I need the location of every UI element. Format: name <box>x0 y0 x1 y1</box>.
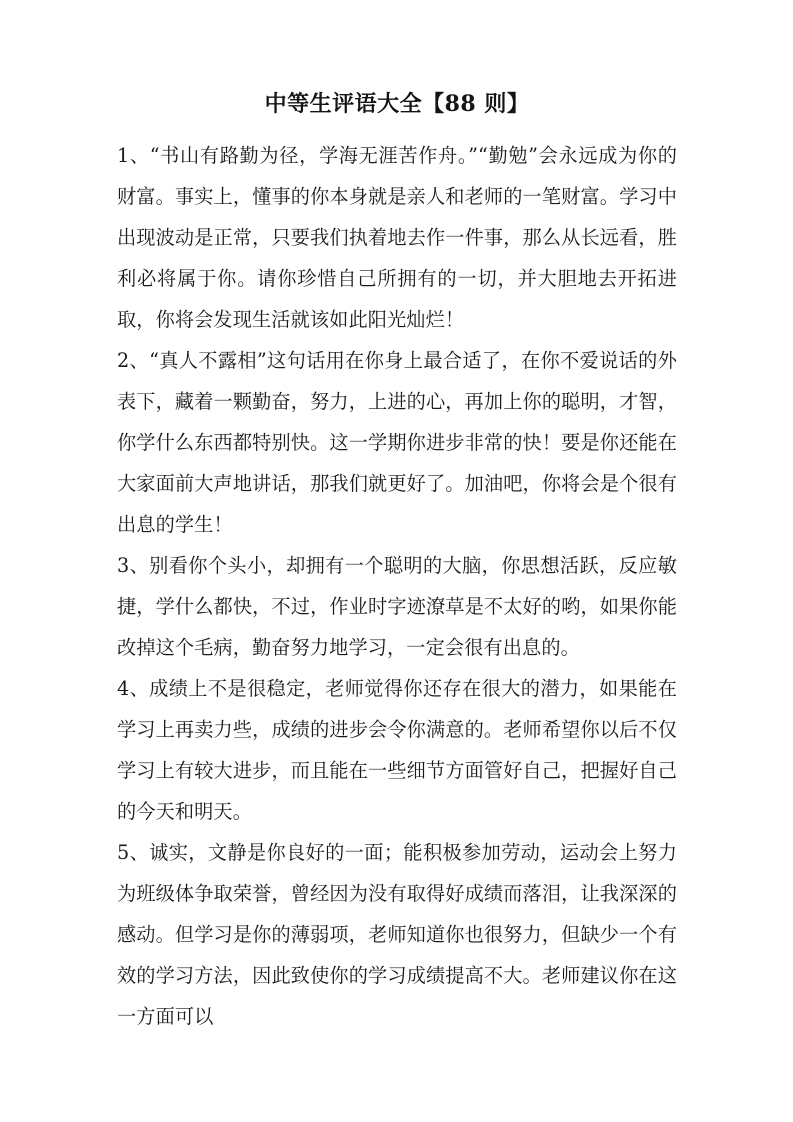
paragraph-4: 4、成绩上不是很稳定，老师觉得你还存在很大的潜力，如果能在学习上再卖力些，成绩的进步会令你满意的。老师希望你以后不仅学习上有较大进步，而且能在一些细节方面管好自己，把握好自己的今天和明天。 <box>117 677 677 823</box>
page-title: 中等生评语大全【88 则】 <box>264 91 530 117</box>
paragraph-5: 5、诚实，文静是你良好的一面；能积极参加劳动，运动会上努力为班级体争取荣誉，曾经因为没有取得好成绩而落泪，让我深深的感动。但学习是你的薄弱项，老师知道你也很努力，但缺少一个有效的学习方法，因此致使你的学习成绩提高不大。老师建议你在这一方面可以 <box>117 841 677 1028</box>
paragraph-2: 2、“真人不露相”这句话用在你身上最合适了，在你不爱说话的外表下，藏着一颗勤奋，努力，上进的心，再加上你的聪明，才智，你学什么东西都特别快。这一学期你进步非常的快！要是你还能在大家面前大声地讲话，那我们就更好了。加油吧，你将会是个很有出息的学生！ <box>117 349 677 536</box>
paragraph-3: 3、别看你个头小，却拥有一个聪明的大脑，你思想活跃，反应敏捷，学什么都快，不过，作业时字迹潦草是不太好的哟，如果你能改掉这个毛病，勤奋努力地学习，一定会很有出息的。 <box>117 554 677 659</box>
document-body <box>117 84 677 1037</box>
paragraph-1: 1、“书山有路勤为径，学海无涯苦作舟。”“勤勉”会永远成为你的财富。事实上，懂事的你本身就是亲人和老师的一笔财富。学习中出现波动是正常，只要我们执着地去作一件事，那么从长远看，胜利必将属于你。请你珍惜自己所拥有的一切，并大胆地去开拓进取，你将会发现生活就该如此阳光灿烂！ <box>117 144 677 331</box>
